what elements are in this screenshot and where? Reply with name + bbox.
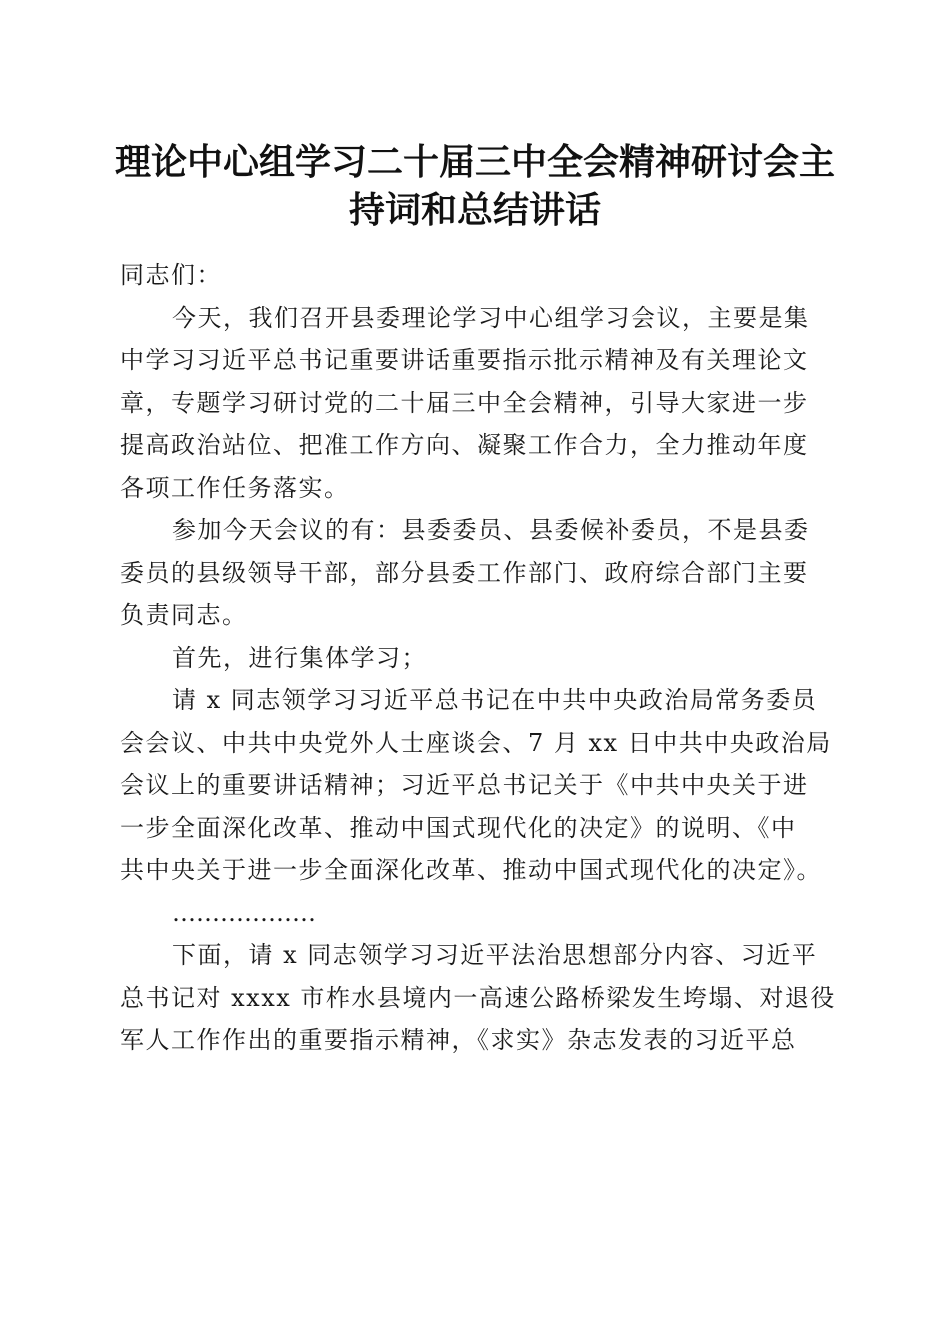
paragraph-line: 会会议、中共中央党外人士座谈会、7 月 xx 日中共中央政治局 <box>120 728 832 757</box>
paragraph-line: 负责同志。 <box>120 601 248 629</box>
salutation: 同志们： <box>120 261 222 289</box>
paragraph-line: 提高政治站位、把准工作方向、凝聚工作合力，全力推动年度 <box>120 431 809 459</box>
paragraph-line: 参加今天会议的有：县委委员、县委候补委员，不是县委 <box>172 516 810 544</box>
title-line: 持词和总结讲话 <box>348 189 601 231</box>
paragraph-line: 各项工作任务落实。 <box>120 473 350 502</box>
paragraph-line: 委员的县级领导干部，部分县委工作部门、政府综合部门主要 <box>120 558 809 587</box>
paragraph-study-one <box>120 679 830 892</box>
paragraph-line: 章，专题学习研讨党的二十届三中全会精神，引导大家进一步 <box>120 388 809 417</box>
paragraph-line: 今天，我们召开县委理论学习中心组学习会议，主要是集 <box>172 303 810 332</box>
document-body <box>120 254 836 1062</box>
paragraph-study-two <box>120 934 836 1062</box>
document-title <box>108 138 842 234</box>
paragraph-line: 下面，请 x 同志领学习习近平法治思想部分内容、习近平 <box>172 941 818 969</box>
paragraph-opening <box>120 297 830 510</box>
paragraph-line: 中学习习近平总书记重要讲话重要指示批示精神及有关理论文 <box>120 346 809 374</box>
paragraph-attendees <box>120 509 830 637</box>
paragraph-line: 共中央关于进一步全面深化改革、推动中国式现代化的决定》。 <box>120 856 822 884</box>
paragraph-first-item <box>120 637 830 680</box>
paragraph-line: 请 x 同志领学习习近平总书记在中共中央政治局常务委员 <box>172 686 818 714</box>
paragraph-line: 一步全面深化改革、推动中国式现代化的决定》的说明、《中 <box>120 813 797 842</box>
title-line: 理论中心组学习二十届三中全会精神研讨会主 <box>114 141 835 183</box>
paragraph-line: 总书记对 xxxx 市柞水县境内一高速公路桥梁发生垮塌、对退役 <box>120 983 836 1012</box>
paragraph-line: 军人工作作出的重要指示精神，《求实》杂志发表的习近平总 <box>120 1026 797 1054</box>
paragraph-line: 首先，进行集体学习； <box>172 643 427 672</box>
ellipsis-line: ……………… <box>172 898 316 927</box>
paragraph-ellipsis <box>120 892 830 935</box>
paragraph-line: 会议上的重要讲话精神；习近平总书记关于《中共中央关于进 <box>120 771 809 799</box>
